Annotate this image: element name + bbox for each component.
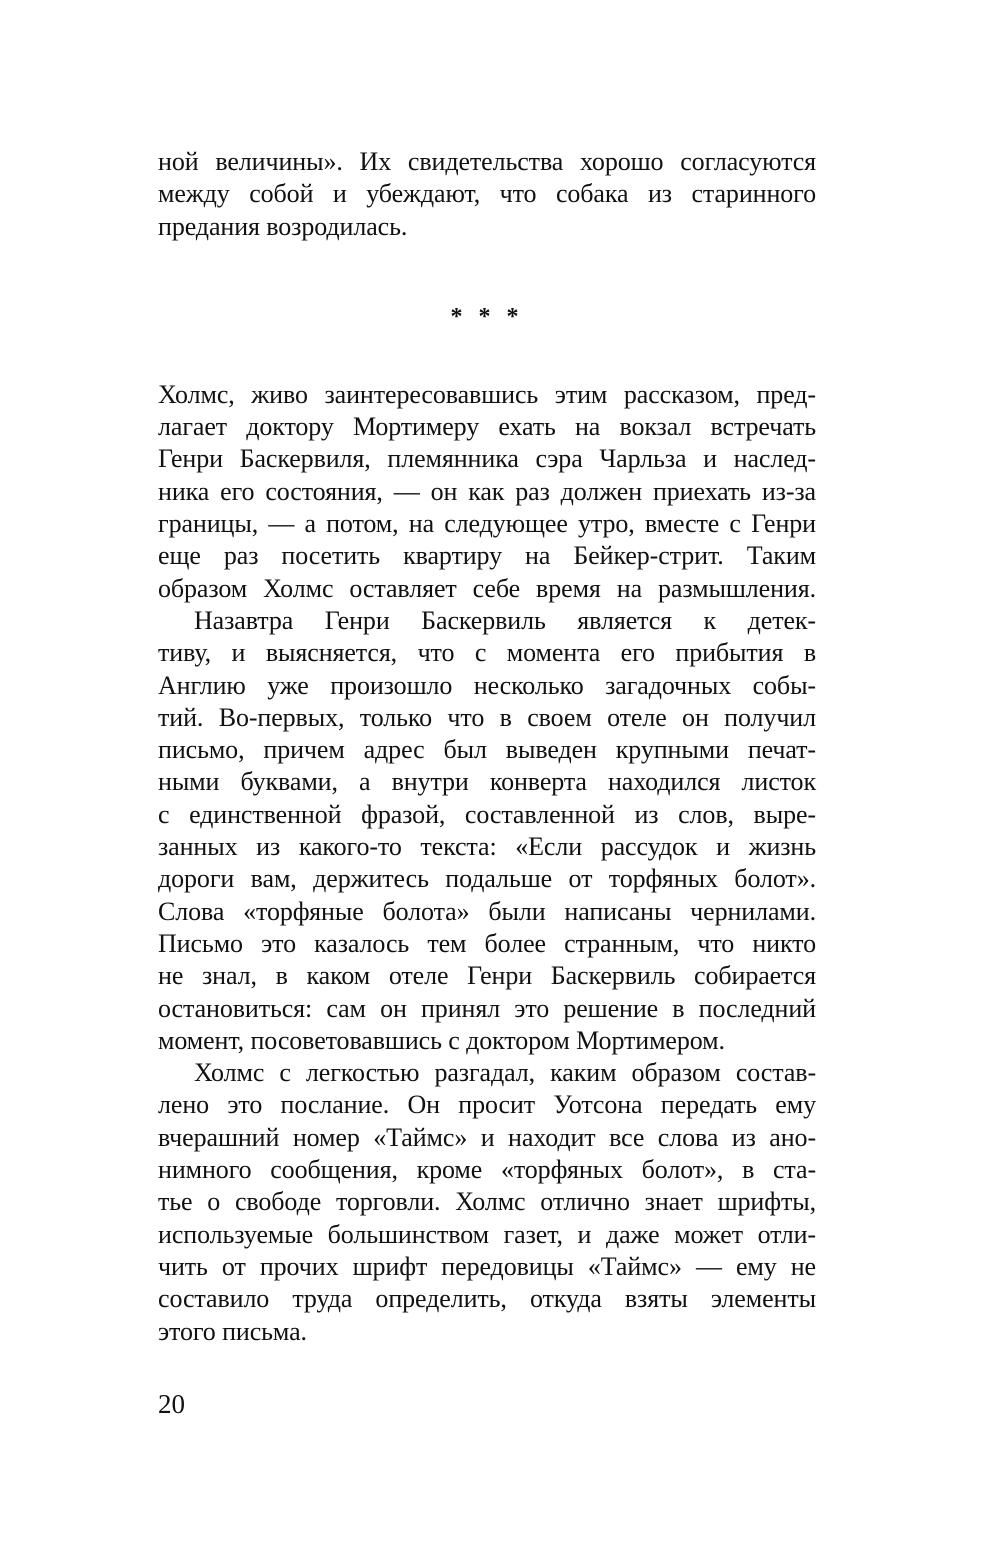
text-line: тий. Во-первых, только что в своем отеле он получил [158,702,816,732]
text-line: ными буквами, а внутри конверта находился листок [158,767,816,797]
text-line: образом Холмс оставляет себе время на размышления. [158,573,816,603]
page-number: 20 [158,1389,185,1419]
text-line: тье о свободе торговли. Холмс отлично знает шрифты, [158,1187,816,1217]
text-line: Письмо это казалось тем более странным, что никто [158,928,816,958]
paragraph-3 [158,1057,816,1348]
text-line: письмо, причем адрес был выведен крупными печат- [158,735,816,765]
text-line: Слова «торфяные болота» были написаны чернилами. [158,896,816,926]
text-line: между собой и убеждают, что собака из старинного [158,179,816,209]
text-line: Англию уже произошло несколько загадочных собы- [158,670,816,700]
text-line: Назавтра Генри Баскервиль является к детек- [194,605,816,635]
text-line: нимного сообщения, кроме «торфяных болот», в ста- [158,1155,816,1185]
text-line: лагает доктору Мортимеру ехать на вокзал встречать [158,412,816,442]
paragraph-1 [158,379,816,605]
text-line: остановиться: сам он принял это решение в последний [158,993,816,1023]
paragraph-2 [158,605,816,1057]
text-line: тиву, и выясняется, что с момента его прибытия в [158,638,816,668]
text-line: дороги вам, держитесь подальше от торфяных болот». [158,864,816,894]
text-line: используемые большинством газет, и даже может отли- [158,1219,816,1249]
text-line: вчерашний номер «Таймс» и находит все слова из ано- [158,1122,816,1152]
text-line: момент, посоветовавшись с доктором Мортимером. [158,1025,725,1055]
text-line: Холмс, живо заинтересовавшись этим рассказом, пред- [158,379,816,409]
page-text [158,146,816,1348]
text-line: не знал, в каком отеле Генри Баскервиль собирается [158,961,816,991]
text-line: ника его состояния, — он как раз должен приехать из-за [158,476,816,506]
text-line: занных из какого-то текста: «Если рассудок и жизнь [158,832,816,862]
paragraph-continued [158,146,816,243]
text-line: Генри Баскервиля, племянника сэра Чарльза и наслед- [158,444,816,474]
text-line: чить от прочих шрифт передовицы «Таймс» — ему не [158,1251,816,1281]
text-line: лено это послание. Он просит Уотсона передать ему [158,1090,816,1120]
text-line: этого письма. [158,1316,307,1346]
text-line: предания возродилась. [158,211,408,241]
text-line: с единственной фразой, составленной из слов, выре- [158,799,816,829]
section-separator: * * * [450,303,524,330]
text-line: составило труда определить, откуда взяты элементы [158,1284,816,1314]
text-line: Холмс с легкостью разгадал, каким образом состав- [194,1058,816,1088]
text-line: границы, — а потом, на следующее утро, вместе с Генри [158,509,816,539]
text-line: ной величины». Их свидетельства хорошо согласуются [158,147,816,176]
text-line: еще раз посетить квартиру на Бейкер-стрит. Таким [158,541,816,571]
